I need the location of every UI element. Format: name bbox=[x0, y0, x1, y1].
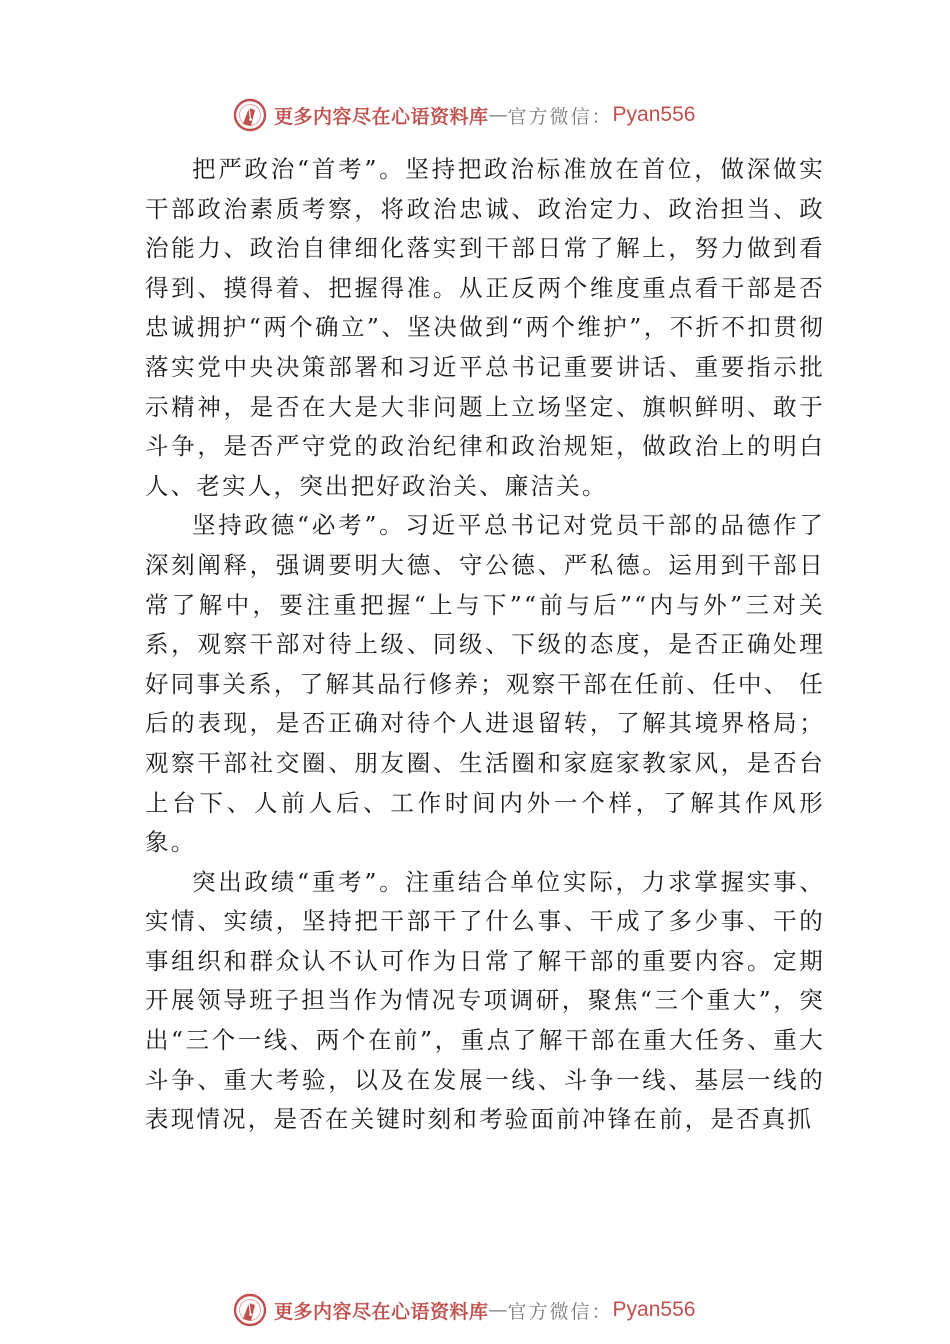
banner-separator: — bbox=[488, 1299, 508, 1321]
banner-official-label: 官方微信 bbox=[507, 1300, 592, 1323]
paragraph-political-assessment: 把严政治“首考”。坚持把政治标准放在首位，做深做实干部政治素质考察，将政治忠诚、政治定力、政治担当、政 治能力、政治自律细化落实到干部日常了解上，努力做到看得到、摸得着、把握得准。从正反两个维度重点看干部是否忠诚拥护“两个确立”、坚决做到“两个维护”，不折不扣贯彻落实党中央决策部署和习近平总书记重要讲话、重要指示批示精神，是否在大是大非问题上立场坚定、旗帜鲜明、敢于斗争，是否严守党的政治纪律和政治规矩，做政治上的明白人、老实人，突出把好政治关、廉洁关。 bbox=[145, 155, 825, 500]
banner-wechat-id: Pyan556 bbox=[612, 103, 696, 126]
paragraph-moral-assessment: 坚持政德“必考”。习近平总书记对党员干部的品德作了深刻阐释，强调要明大德、守公德、严私德。运用到干部日常了解中，要注重把握“上与下”“前与后”“内与外”三对关系，观察干部对待上级、同级、下级的态度，是否正确处理好同事关系，了解其品行修养；观察干部在任前、任中、 任后的表现，是否正确对待个人进退留转，了解其境界格局； 观察干部社交圈、朋友圈、生活圈和家庭家教家风，是否台上台下、人前人后、工作时间内外一个样，了解其作风形象。 bbox=[145, 511, 825, 857]
document-body bbox=[145, 150, 825, 1140]
header-banner bbox=[232, 95, 695, 135]
banner-wechat-id: Pyan556 bbox=[612, 1298, 696, 1321]
banner-official-label: 官方微信 bbox=[507, 105, 592, 128]
footer-banner bbox=[232, 1290, 695, 1330]
banner-colon: ： bbox=[591, 1300, 611, 1323]
banner-separator: — bbox=[488, 104, 508, 126]
banner-colon: ： bbox=[591, 105, 611, 128]
pen-nib-logo-icon bbox=[232, 97, 268, 133]
pen-nib-logo-icon bbox=[232, 1292, 268, 1328]
banner-brand-text: 更多内容尽在心语资料库 bbox=[274, 105, 489, 128]
banner-brand-text: 更多内容尽在心语资料库 bbox=[274, 1300, 489, 1323]
paragraph-performance-assessment: 突出政绩“重考”。注重结合单位实际，力求掌握实事、实情、实绩，坚持把干部干了什么事、干成了多少事、干的事组织和群众认不认可作为日常了解干部的重要内容。定期开展领导班子担当作为情况专项调研，聚焦“三个重大”，突出“三个一线、两个在前”，重点了解干部在重大任务、重大斗争、重大考验，以及在发展一线、斗争一线、基层一线的表现情况，是否在关键时刻和考验面前冲锋在前，是否真抓 bbox=[145, 867, 825, 1134]
